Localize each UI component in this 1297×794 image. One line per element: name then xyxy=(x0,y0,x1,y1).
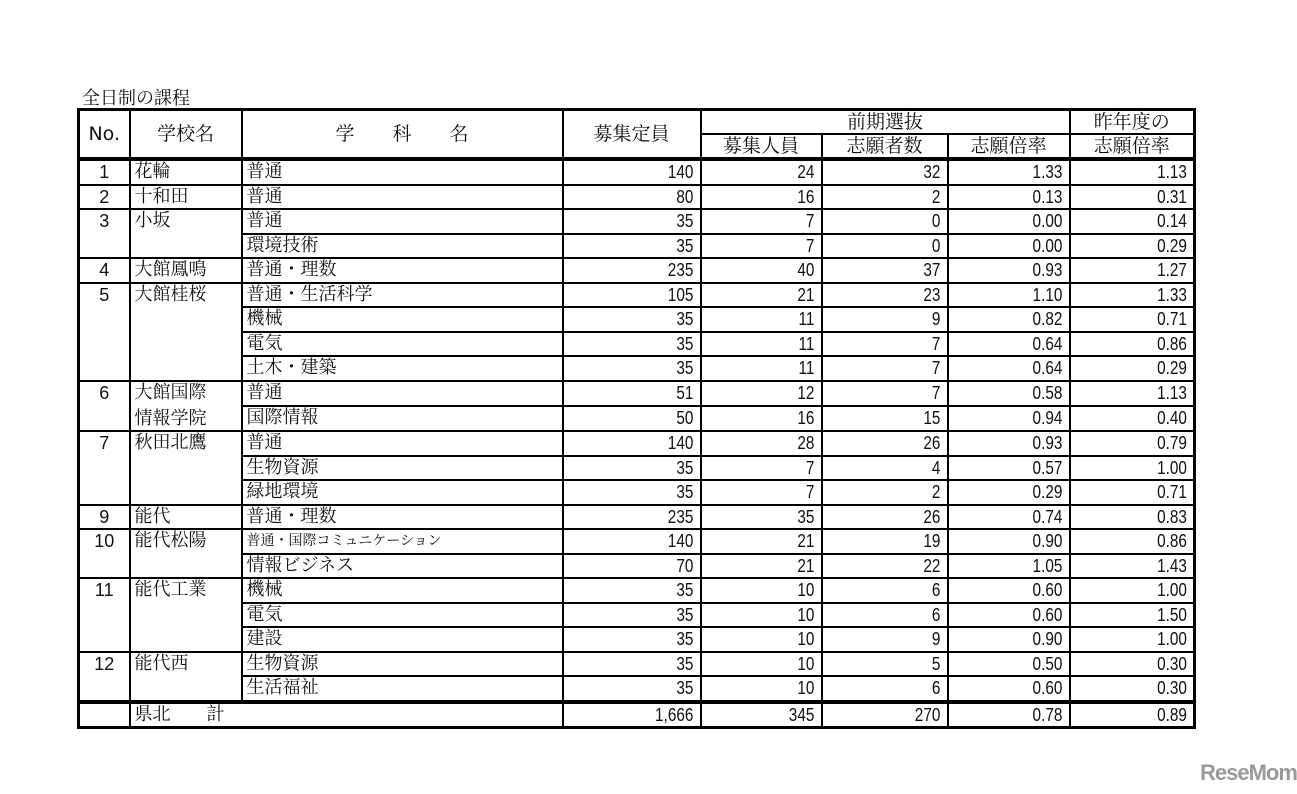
applicants-cell: 15 xyxy=(840,406,947,431)
school-name-line: 能代松陽 xyxy=(134,530,207,551)
quota-cell: 35 xyxy=(583,603,700,628)
quota-cell: 35 xyxy=(583,332,700,357)
ratio-cell: 0.57 xyxy=(966,456,1070,481)
header-quota: 募集定員 xyxy=(563,110,701,160)
header-last-year-1: 昨年度の xyxy=(1070,110,1195,135)
school-name xyxy=(130,578,242,652)
last-year-cell: 0.30 xyxy=(1088,676,1194,702)
ratio-cell: 0.60 xyxy=(966,676,1070,702)
applicants-cell: 22 xyxy=(840,554,947,579)
applicants-cell: 37 xyxy=(840,258,947,283)
header-early-selection: 前期選抜 xyxy=(701,110,1070,135)
recruit-cell: 21 xyxy=(719,283,822,308)
recruit-cell: 7 xyxy=(719,234,822,259)
last-year-cell: 1.43 xyxy=(1088,554,1194,579)
header-applicants: 志願者数 xyxy=(822,134,948,159)
table-row xyxy=(79,505,1195,530)
table-row xyxy=(79,627,1195,652)
table-row xyxy=(79,159,1195,185)
school-name-line: 能代西 xyxy=(134,652,189,674)
recruit-cell: 7 xyxy=(719,456,822,481)
quota-cell: 140 xyxy=(583,431,700,456)
recruit-cell: 10 xyxy=(719,676,822,702)
dept-cell: 機械 xyxy=(242,307,563,332)
last-year-cell: 0.86 xyxy=(1088,529,1194,554)
total-applicants: 270 xyxy=(840,702,947,728)
last-year-cell: 0.29 xyxy=(1088,234,1194,259)
dept-cell: 普通・理数 xyxy=(242,258,563,283)
applicants-cell: 6 xyxy=(840,578,947,603)
quota-cell: 35 xyxy=(583,307,700,332)
ratio-cell: 0.50 xyxy=(966,652,1070,677)
last-year-cell: 1.27 xyxy=(1088,258,1194,283)
dept-cell: 普通・国際コミュニケーション xyxy=(242,529,563,554)
school-name xyxy=(130,431,242,505)
applicants-cell: 2 xyxy=(840,480,947,505)
table-row xyxy=(79,456,1195,481)
applicants-cell: 26 xyxy=(840,505,947,530)
table-row xyxy=(79,676,1195,702)
school-no: 7 xyxy=(79,431,130,505)
table-row xyxy=(79,185,1195,210)
table-row xyxy=(79,652,1195,677)
recruit-cell: 11 xyxy=(719,307,822,332)
recruit-cell: 7 xyxy=(719,480,822,505)
ratio-cell: 0.13 xyxy=(966,185,1070,210)
school-name-line: 能代 xyxy=(134,505,171,527)
dept-cell: 国際情報 xyxy=(242,406,563,431)
school-no: 1 xyxy=(79,159,130,185)
school-name xyxy=(130,505,242,530)
applicants-cell: 2 xyxy=(840,185,947,210)
ratio-cell: 0.64 xyxy=(966,356,1070,381)
dept-cell: 普通 xyxy=(242,381,563,406)
recruit-cell: 7 xyxy=(719,209,822,234)
dept-cell: 土木・建築 xyxy=(242,356,563,381)
last-year-cell: 1.00 xyxy=(1088,456,1194,481)
last-year-cell: 1.13 xyxy=(1088,159,1194,185)
ratio-cell: 0.58 xyxy=(966,381,1070,406)
table-row xyxy=(79,307,1195,332)
table-row xyxy=(79,480,1195,505)
recruit-cell: 16 xyxy=(719,185,822,210)
last-year-cell: 0.14 xyxy=(1088,209,1194,234)
school-no: 9 xyxy=(79,505,130,530)
section-caption: 全日制の課程 xyxy=(82,88,190,109)
school-no: 12 xyxy=(79,652,130,702)
recruit-cell: 40 xyxy=(719,258,822,283)
applicants-cell: 7 xyxy=(840,356,947,381)
school-name xyxy=(130,652,242,702)
applicants-cell: 6 xyxy=(840,676,947,702)
dept-cell: 普通・生活科学 xyxy=(242,283,563,308)
quota-cell: 140 xyxy=(583,159,700,185)
school-name-line: 能代工業 xyxy=(134,579,207,600)
applicants-cell: 0 xyxy=(840,209,947,234)
school-no: 4 xyxy=(79,258,130,283)
school-name xyxy=(130,529,242,578)
last-year-cell: 0.71 xyxy=(1088,480,1194,505)
school-name-line: 秋田北鷹 xyxy=(134,432,207,453)
ratio-cell: 0.93 xyxy=(966,258,1070,283)
table-row xyxy=(79,578,1195,603)
applicants-cell: 4 xyxy=(840,456,947,481)
dept-cell: 普通 xyxy=(242,185,563,210)
dept-cell: 電気 xyxy=(242,332,563,357)
ratio-cell: 0.00 xyxy=(966,234,1070,259)
table-row xyxy=(79,356,1195,381)
table-row xyxy=(79,332,1195,357)
applicants-cell: 5 xyxy=(840,652,947,677)
quota-cell: 140 xyxy=(583,529,700,554)
table-row xyxy=(79,431,1195,456)
last-year-cell: 0.40 xyxy=(1088,406,1194,431)
quota-cell: 50 xyxy=(583,406,700,431)
recruit-cell: 24 xyxy=(719,159,822,185)
recruit-cell: 35 xyxy=(719,505,822,530)
header-ratio: 志願倍率 xyxy=(948,134,1070,159)
school-name-line: 情報学院 xyxy=(134,408,207,429)
recruit-cell: 10 xyxy=(719,603,822,628)
quota-cell: 35 xyxy=(583,209,700,234)
dept-cell: 環境技術 xyxy=(242,234,563,259)
ratio-cell: 0.00 xyxy=(966,209,1070,234)
dept-cell: 生物資源 xyxy=(242,652,563,677)
recruit-cell: 12 xyxy=(719,381,822,406)
applicants-cell: 9 xyxy=(840,307,947,332)
last-year-cell: 1.00 xyxy=(1088,578,1194,603)
total-label: 県北 計 xyxy=(130,702,563,728)
ratio-cell: 0.60 xyxy=(966,578,1070,603)
applicants-cell: 7 xyxy=(840,332,947,357)
last-year-cell: 0.30 xyxy=(1088,652,1194,677)
school-no: 11 xyxy=(79,578,130,652)
quota-cell: 35 xyxy=(583,578,700,603)
quota-cell: 35 xyxy=(583,676,700,702)
ratio-cell: 0.94 xyxy=(966,406,1070,431)
dept-cell: 情報ビジネス xyxy=(242,554,563,579)
applicants-cell: 26 xyxy=(840,431,947,456)
last-year-cell: 0.71 xyxy=(1088,307,1194,332)
ratio-cell: 1.33 xyxy=(966,159,1070,185)
school-no: 3 xyxy=(79,209,130,258)
dept-cell: 普通 xyxy=(242,431,563,456)
quota-cell: 35 xyxy=(583,456,700,481)
table-row xyxy=(79,209,1195,234)
school-no: 5 xyxy=(79,283,130,381)
last-year-cell: 0.29 xyxy=(1088,356,1194,381)
total-no xyxy=(79,702,130,728)
school-name xyxy=(130,258,242,283)
applicants-cell: 32 xyxy=(840,159,947,185)
total-ratio: 0.78 xyxy=(966,702,1070,728)
school-name xyxy=(130,159,242,185)
ratio-cell: 0.60 xyxy=(966,603,1070,628)
quota-cell: 35 xyxy=(583,234,700,259)
total-quota: 1,666 xyxy=(583,702,700,728)
school-name-line: 小坂 xyxy=(134,210,171,231)
school-name-line: 十和田 xyxy=(134,185,189,207)
resemom-watermark-logo: ReseMom xyxy=(1200,760,1297,785)
ratio-cell: 0.29 xyxy=(966,480,1070,505)
ratio-cell: 0.82 xyxy=(966,307,1070,332)
dept-cell: 機械 xyxy=(242,578,563,603)
quota-cell: 80 xyxy=(583,185,700,210)
school-name-line: 大館鳳鳴 xyxy=(134,259,207,280)
quota-cell: 235 xyxy=(583,258,700,283)
table-row xyxy=(79,554,1195,579)
quota-cell: 35 xyxy=(583,627,700,652)
quota-cell: 35 xyxy=(583,480,700,505)
applicants-cell: 19 xyxy=(840,529,947,554)
recruit-cell: 16 xyxy=(719,406,822,431)
table-row xyxy=(79,381,1195,406)
dept-cell: 電気 xyxy=(242,603,563,628)
ratio-cell: 0.64 xyxy=(966,332,1070,357)
header-recruit: 募集人員 xyxy=(701,134,822,159)
table-row xyxy=(79,234,1195,259)
applicants-cell: 23 xyxy=(840,283,947,308)
school-name-line: 大館桂桜 xyxy=(134,283,207,305)
applicants-cell: 7 xyxy=(840,381,947,406)
header-no: No. xyxy=(79,110,130,160)
last-year-cell: 1.00 xyxy=(1088,627,1194,652)
recruit-cell: 28 xyxy=(719,431,822,456)
quota-cell: 51 xyxy=(583,381,700,406)
applicants-cell: 9 xyxy=(840,627,947,652)
dept-cell: 生活福祉 xyxy=(242,676,563,702)
last-year-cell: 0.31 xyxy=(1088,185,1194,210)
last-year-cell: 0.86 xyxy=(1088,332,1194,357)
ratio-cell: 1.05 xyxy=(966,554,1070,579)
ratio-cell: 0.93 xyxy=(966,431,1070,456)
school-no: 6 xyxy=(79,381,130,432)
total-recruit: 345 xyxy=(719,702,822,728)
quota-cell: 235 xyxy=(583,505,700,530)
ratio-cell: 1.10 xyxy=(966,283,1070,308)
dept-cell: 緑地環境 xyxy=(242,480,563,505)
last-year-cell: 1.13 xyxy=(1088,381,1194,406)
school-name xyxy=(130,185,242,210)
table-row xyxy=(79,258,1195,283)
applicants-cell: 6 xyxy=(840,603,947,628)
dept-cell: 普通・理数 xyxy=(242,505,563,530)
total-last-year: 0.89 xyxy=(1088,702,1194,728)
school-name xyxy=(130,209,242,258)
admission-ratio-table xyxy=(77,108,1196,729)
recruit-cell: 21 xyxy=(719,529,822,554)
school-name-line: 花輪 xyxy=(134,161,171,182)
last-year-cell: 1.33 xyxy=(1088,283,1194,308)
ratio-cell: 0.90 xyxy=(966,529,1070,554)
header-school: 学校名 xyxy=(130,110,242,160)
ratio-cell: 0.90 xyxy=(966,627,1070,652)
applicants-cell: 0 xyxy=(840,234,947,259)
quota-cell: 105 xyxy=(583,283,700,308)
quota-cell: 35 xyxy=(583,356,700,381)
school-name xyxy=(130,381,242,432)
table-body xyxy=(79,159,1195,702)
last-year-cell: 1.50 xyxy=(1088,603,1194,628)
table-row xyxy=(79,603,1195,628)
total-row xyxy=(79,702,1195,728)
recruit-cell: 10 xyxy=(719,627,822,652)
dept-cell: 生物資源 xyxy=(242,456,563,481)
recruit-cell: 21 xyxy=(719,554,822,579)
dept-cell: 普通 xyxy=(242,209,563,234)
school-no: 10 xyxy=(79,529,130,578)
dept-cell: 建設 xyxy=(242,627,563,652)
school-no: 2 xyxy=(79,185,130,210)
table-row xyxy=(79,529,1195,554)
header-dept: 学 科 名 xyxy=(242,110,563,160)
dept-cell: 普通 xyxy=(242,159,563,185)
last-year-cell: 0.79 xyxy=(1088,431,1194,456)
recruit-cell: 11 xyxy=(719,332,822,357)
table-row xyxy=(79,283,1195,308)
table-row xyxy=(79,406,1195,431)
recruit-cell: 10 xyxy=(719,652,822,677)
ratio-cell: 0.74 xyxy=(966,505,1070,530)
school-name xyxy=(130,283,242,381)
quota-cell: 35 xyxy=(583,652,700,677)
recruit-cell: 11 xyxy=(719,356,822,381)
header-last-year-2: 志願倍率 xyxy=(1070,134,1195,159)
quota-cell: 70 xyxy=(583,554,700,579)
school-name-line: 大館国際 xyxy=(134,381,207,403)
recruit-cell: 10 xyxy=(719,578,822,603)
last-year-cell: 0.83 xyxy=(1088,505,1194,530)
